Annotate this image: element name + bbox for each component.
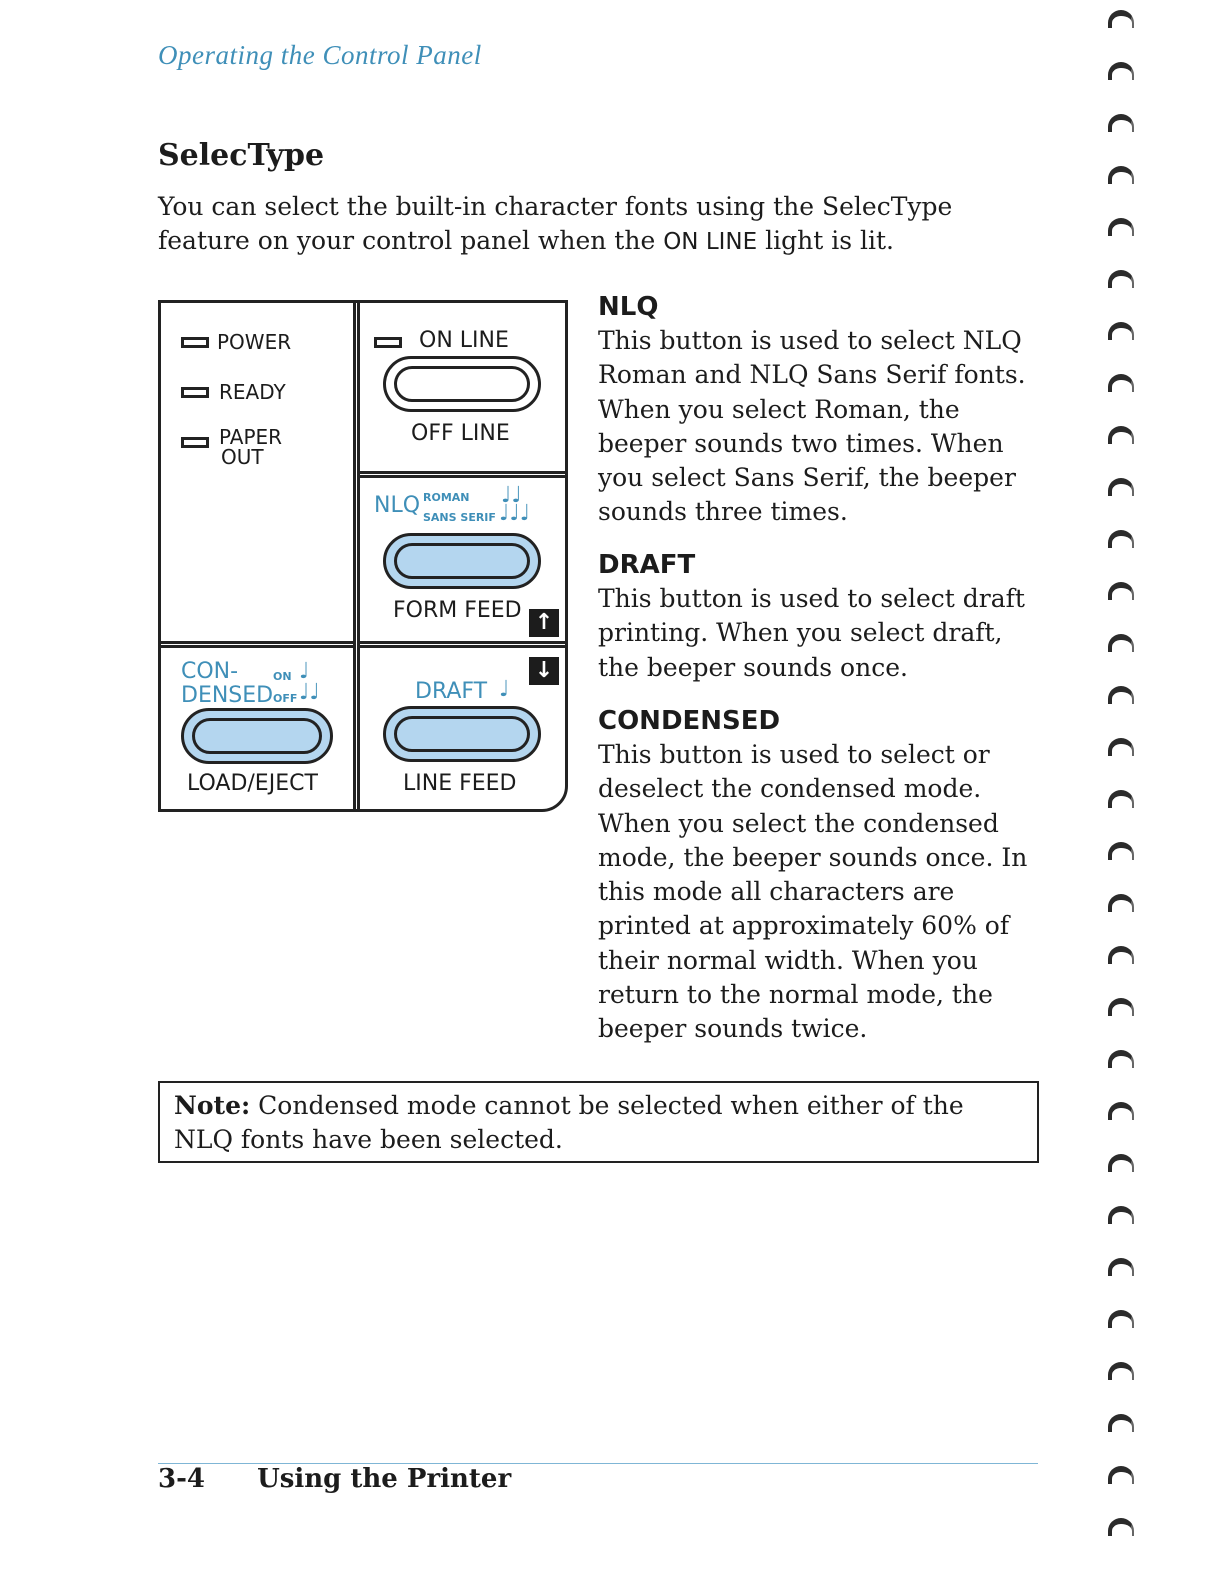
paper-out-light-icon <box>181 437 209 448</box>
down-arrow-icon: ↓ <box>529 657 559 685</box>
binding-ring <box>1108 1206 1134 1224</box>
panel-divider-left <box>161 641 356 648</box>
ready-label: READY <box>219 380 286 404</box>
condensed-off-label: OFF <box>273 692 298 705</box>
binding-ring <box>1108 62 1134 80</box>
one-note-icon: ♩ <box>299 659 310 684</box>
binding-ring <box>1108 1154 1134 1172</box>
condensed-on-label: ON <box>273 670 292 683</box>
binding-ring <box>1108 582 1134 600</box>
binding-ring <box>1108 374 1134 392</box>
ready-light-icon <box>181 387 209 398</box>
condensed-label-1: CON- <box>181 659 239 684</box>
form-feed-label: FORM FEED <box>393 598 522 623</box>
panel-divider-right-lower <box>360 641 565 648</box>
condensed-description <box>598 706 1038 1047</box>
draft-text: This button is used to select draft printing. When you select draft, the beeper sounds once. <box>598 584 1025 682</box>
up-arrow-icon: ↑ <box>529 609 559 637</box>
page-number: 3-4 <box>158 1464 205 1494</box>
control-panel-diagram <box>158 300 568 812</box>
nlq-text: This button is used to select NLQ Roman and NLQ Sans Serif fonts. When you select Roman, the beeper sounds two times. When you select Sans Serif, the beeper sounds three times. <box>598 326 1026 527</box>
note-label: Note: <box>174 1091 251 1120</box>
binding-ring <box>1108 894 1134 912</box>
binding-ring <box>1108 426 1134 444</box>
one-note-icon: ♩ <box>499 677 510 702</box>
page-footer <box>158 1464 511 1494</box>
nlq-label: NLQ <box>374 493 421 518</box>
sans-serif-label: SANS SERIF <box>423 511 496 524</box>
binding-ring <box>1108 790 1134 808</box>
line-feed-label: LINE FEED <box>403 771 517 796</box>
binding-ring <box>1108 1258 1134 1276</box>
power-label: POWER <box>217 330 292 354</box>
two-notes-icon: ♩♩ <box>299 680 320 705</box>
online-button[interactable] <box>383 356 541 412</box>
binding-ring <box>1108 322 1134 340</box>
binding-ring <box>1108 1518 1134 1536</box>
power-light-icon <box>181 337 209 348</box>
paper-out-label-1: PAPER <box>219 425 283 449</box>
binding-ring <box>1108 1050 1134 1068</box>
load-eject-label: LOAD/EJECT <box>187 771 318 796</box>
binding-ring <box>1108 686 1134 704</box>
on-line-label: ON LINE <box>419 328 509 353</box>
draft-heading: DRAFT <box>598 550 696 580</box>
binding-ring <box>1108 842 1134 860</box>
section-title: SelecType <box>158 138 325 173</box>
condensed-label-2: DENSED <box>181 683 274 708</box>
condensed-text: This button is used to select or deselect the condensed mode. When you select the condensed mode, the beeper sounds once. In this mode all characters are printed at approximately 60% of their normal width. When you return to the normal mode, the beeper sounds twice. <box>598 740 1028 1044</box>
binding-ring <box>1108 946 1134 964</box>
nlq-heading: NLQ <box>598 292 659 322</box>
binding-ring <box>1108 10 1134 28</box>
nlq-description <box>598 292 1038 530</box>
draft-label: DRAFT <box>415 679 488 704</box>
binding-ring <box>1108 478 1134 496</box>
roman-label: ROMAN <box>423 491 470 504</box>
off-line-label: OFF LINE <box>411 421 510 446</box>
paper-out-label-2: OUT <box>221 445 264 469</box>
intro-on-line: ON LINE <box>663 229 758 255</box>
binding-ring <box>1108 1362 1134 1380</box>
intro-paragraph <box>158 190 1018 259</box>
three-notes-icon: ♩♩♩ <box>499 501 531 526</box>
spiral-binding <box>1108 0 1148 1584</box>
binding-ring <box>1108 634 1134 652</box>
nlq-button[interactable] <box>383 533 541 589</box>
intro-text-after: light is lit. <box>765 226 894 255</box>
condensed-heading: CONDENSED <box>598 706 781 736</box>
binding-ring <box>1108 270 1134 288</box>
two-notes-icon: ♩♩ <box>501 483 522 508</box>
panel-divider-right-upper <box>360 471 565 478</box>
binding-ring <box>1108 1102 1134 1120</box>
binding-ring <box>1108 1466 1134 1484</box>
binding-ring <box>1108 166 1134 184</box>
condensed-button[interactable] <box>181 708 333 764</box>
binding-ring <box>1108 1414 1134 1432</box>
binding-ring <box>1108 114 1134 132</box>
binding-ring <box>1108 218 1134 236</box>
panel-divider-vertical <box>353 303 360 809</box>
chapter-title: Using the Printer <box>257 1464 512 1494</box>
binding-ring <box>1108 738 1134 756</box>
intro-text-before: You can select the built-in character fonts using the SelecType feature on your control panel when the <box>158 192 953 255</box>
binding-ring <box>1108 998 1134 1016</box>
note-text: Condensed mode cannot be selected when either of the NLQ fonts have been selected. <box>174 1091 964 1154</box>
note-box <box>158 1081 1039 1163</box>
binding-ring <box>1108 1310 1134 1328</box>
binding-ring <box>1108 530 1134 548</box>
draft-button[interactable] <box>383 706 541 762</box>
on-line-light-icon <box>374 337 402 348</box>
draft-description <box>598 550 1038 685</box>
running-header: Operating the Control Panel <box>158 40 482 70</box>
